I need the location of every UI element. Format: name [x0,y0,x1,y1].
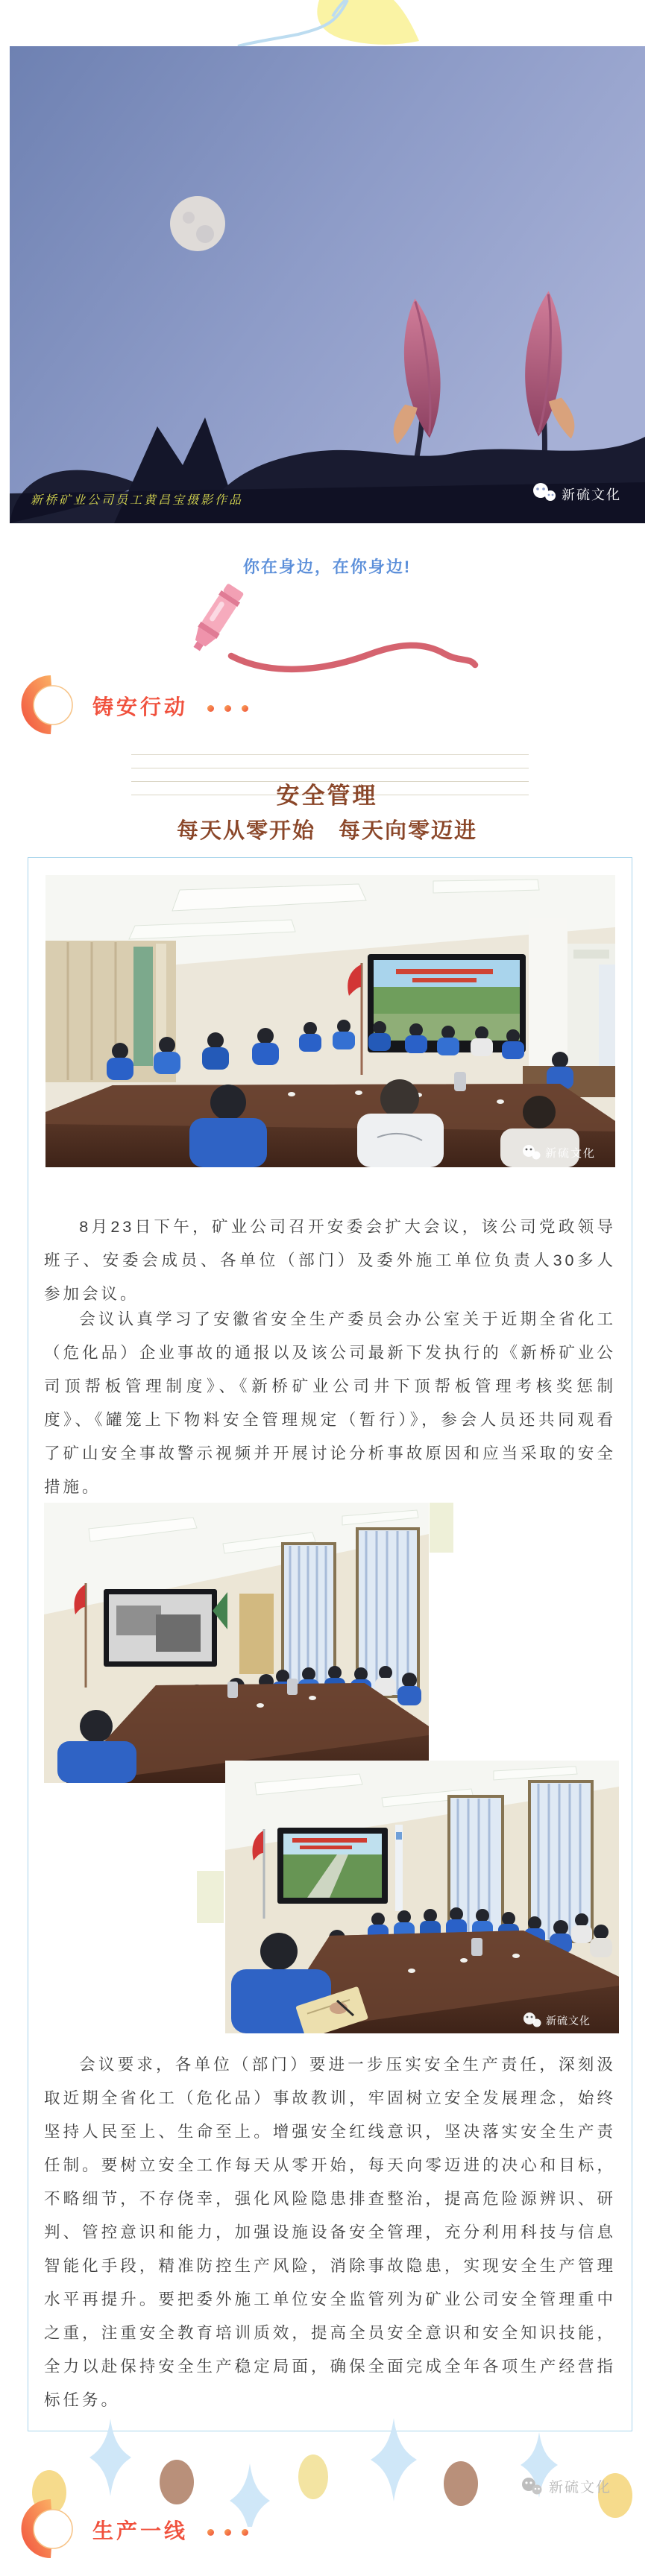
orange-arc-icon [12,2498,84,2561]
orange-arc-icon [12,675,84,737]
top-decoration [224,0,433,48]
brand-watermark: 新硫文化 [562,487,621,502]
footer-brand [521,2476,611,2496]
dots-decoration [207,705,248,712]
sparkle-star-icon [89,2419,131,2496]
section-title: 铸安行动 [92,695,189,719]
section-header-shengchan [12,2498,248,2561]
meeting-photo-2[interactable] [44,1503,429,1783]
dot-circle [444,2461,478,2506]
section-title: 生产一线 [92,2519,189,2542]
paragraph-1: 8月23日下午，矿业公司召开安委会扩大会议，该公司党政领导班子、安委会成员、各单位（部门）及委外施工单位负责人30多人参加会议。 [44,1218,616,1303]
door [239,1594,274,1674]
paragraph-3: 会议要求，各单位（部门）要进一步压实安全生产责任，深刻汲取近期全省化工（危化品）事故教训，牢固树立安全发展理念，始终坚持人民至上、生命至上。增强安全红线意识，坚决落实安全生产责任制。要树立安全工作每天从零开始，每天向零迈进的决心和目标，不略细节，不存侥幸，强化风险隐患排查整治，提高危险源辨识、研判、管控意识和能力，加强设施设备安全管理，充分利用科技与信息智能化手段，精准防控生产风险，消除事故隐患，实现安全生产管理水平再提升。要把委外施工单位安全监管列为矿业公司安全管理重中之重，注重安全教育培训质效，提高全员安全意识和安全知识技能，全力以赴保持安全生产稳定局面，确保全面完成全年各项生产经营指标任务。 [44,2056,616,2409]
brand-watermark: 新硫文化 [545,1147,597,1160]
article-subtitle: 每天从零开始 每天向零迈进 [176,819,477,843]
dot-circle [160,2460,194,2504]
dots-decoration [207,2529,248,2536]
photographer-watermark: 新桥矿业公司员工黄昌宝摄影作品 [31,494,244,507]
article-title: 安全管理 [276,783,378,809]
footer-brand-label: 新硫文化 [549,2480,612,2496]
wavy-stroke [224,632,481,678]
kettle [471,1938,482,1956]
brand-watermark: 新硫文化 [546,2015,591,2027]
photo-collage [44,1503,619,2033]
hero-photo[interactable] [10,46,645,523]
moon [170,196,225,251]
meeting-photo-1[interactable] [45,875,615,1167]
tv-screen [104,1589,217,1667]
paragraph-2: 会议认真学习了安徽省安全生产委员会办公室关于近期全省化工（危化品）企业事故的通报以及该公司最新下发执行的《新桥矿业公司顶帮板管理制度》、《新桥矿业公司井下顶帮板管理考核奖惩制度》、《罐笼上下物料安全管理规定（暂行）》，参会人员还共同观看了矿山安全事故警示视频并开展讨论分析事故原因和应当采取的安全措施。 [44,1310,616,1496]
sparkle-star-icon [371,2418,417,2501]
beige-accent [197,1871,224,1923]
kettle [454,1072,466,1091]
beige-accent [430,1503,453,1553]
tv-screen [277,1828,388,1904]
section-header-zhuan [12,675,248,737]
dot-circle [298,2455,328,2499]
wechat-bubbles-icon [521,2477,543,2496]
caption-slogan: 你在身边，在你身边! [242,558,412,576]
meeting-photo-3[interactable] [225,1761,619,2033]
